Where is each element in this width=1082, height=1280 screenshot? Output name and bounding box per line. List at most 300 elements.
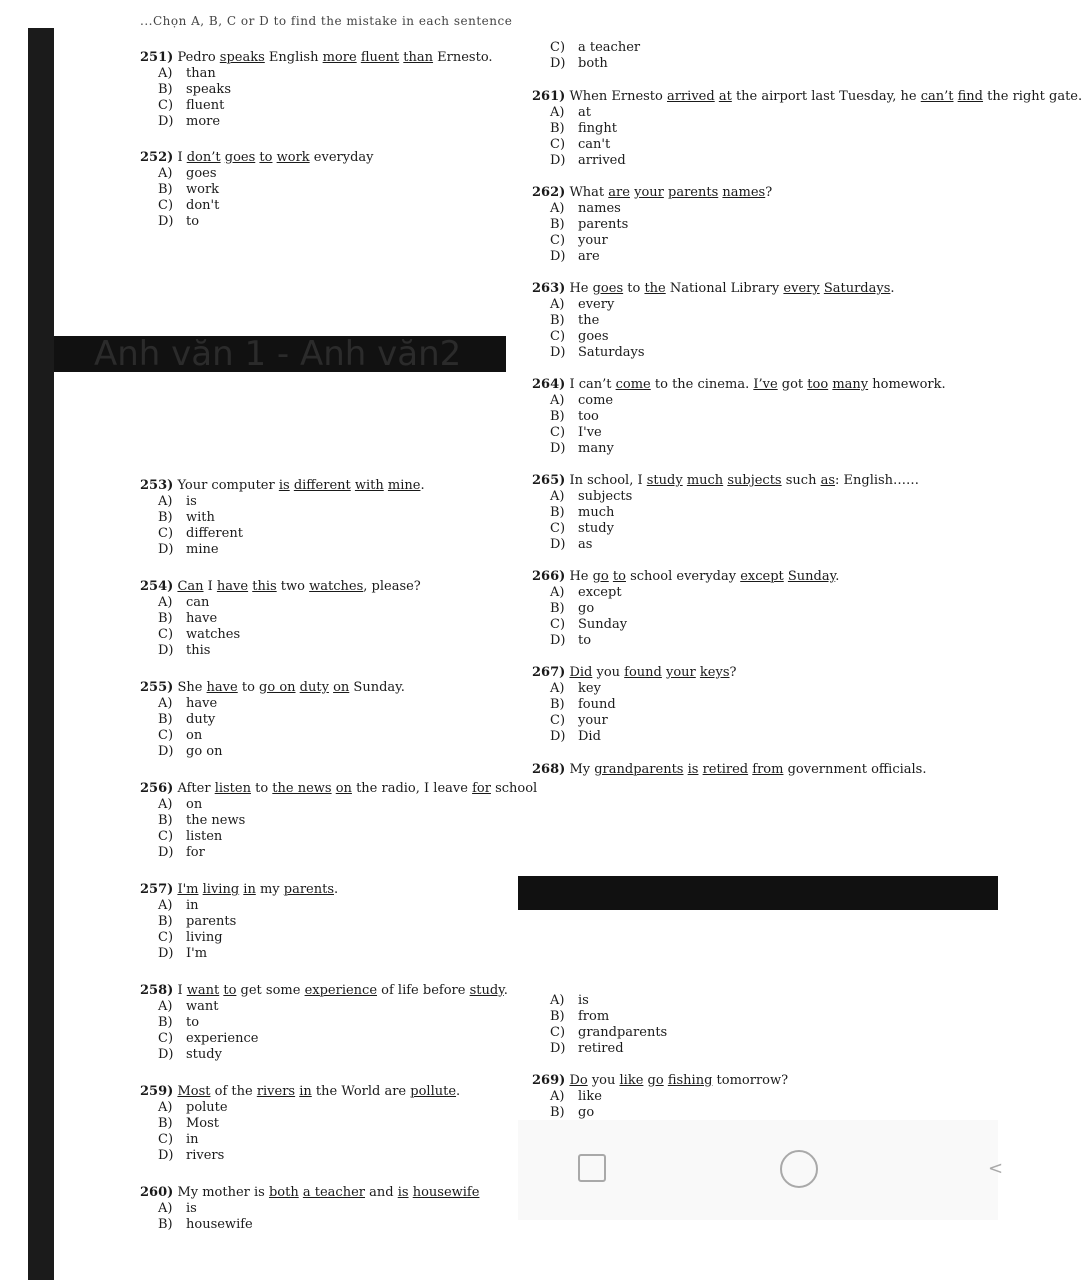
option-list <box>158 797 537 861</box>
option-text: at <box>578 105 591 120</box>
stem-text: Ernesto. <box>433 50 493 65</box>
answer-option <box>550 601 839 617</box>
answer-option <box>158 1132 460 1148</box>
option-letter: B) <box>158 1116 173 1131</box>
option-text: experience <box>186 1031 259 1046</box>
option-letter: A) <box>158 696 173 711</box>
option-text: go <box>578 601 595 616</box>
option-letter: A) <box>550 489 565 504</box>
answer-option <box>158 999 508 1015</box>
left-dark-edge <box>28 28 54 1280</box>
home-icon[interactable] <box>780 1150 818 1188</box>
stem-text: He <box>569 569 593 584</box>
stem-text: ? <box>729 665 737 680</box>
option-letter: A) <box>550 105 565 120</box>
answer-option <box>158 829 537 845</box>
answer-option <box>550 217 772 233</box>
answer-option <box>550 409 946 425</box>
answer-option <box>158 98 493 114</box>
option-letter: C) <box>550 40 566 55</box>
option-letter: D) <box>158 946 174 961</box>
stem-text: get some <box>236 983 305 998</box>
question-stem <box>140 150 374 166</box>
option-list <box>158 1100 460 1164</box>
answer-option <box>550 1009 667 1025</box>
option-letter: A) <box>550 393 565 408</box>
underlined-word: study <box>646 473 683 488</box>
stem-text: tomorrow? <box>712 1073 789 1088</box>
option-text: different <box>186 526 243 541</box>
overlay-text: Anh văn 1 - Anh văn2 <box>94 334 462 374</box>
stem-text: Your computer <box>177 478 279 493</box>
question-number: 254) <box>140 579 174 594</box>
question-number: 255) <box>140 680 174 695</box>
option-text: come <box>578 393 614 408</box>
answer-option <box>550 393 946 409</box>
stem-text: school everyday <box>625 569 741 584</box>
option-text: have <box>186 611 218 626</box>
stem-text: and <box>365 1185 398 1200</box>
underlined-word: except <box>740 569 784 584</box>
option-text: study <box>578 521 614 536</box>
option-text: fluent <box>186 98 225 113</box>
question-item <box>532 1073 788 1121</box>
underlined-word: with <box>354 478 384 493</box>
option-letter: C) <box>158 526 174 541</box>
stem-text: . <box>334 882 339 897</box>
underlined-word: found <box>624 665 662 680</box>
option-list <box>550 585 839 649</box>
underlined-word: on <box>333 680 350 695</box>
option-letter: C) <box>158 728 174 743</box>
option-text: key <box>578 681 601 696</box>
underlined-word: find <box>957 89 984 104</box>
answer-option <box>158 595 421 611</box>
question-stem <box>140 882 338 898</box>
option-letter: B) <box>550 1009 565 1024</box>
option-text: more <box>186 114 221 129</box>
underlined-word: too <box>807 377 829 392</box>
underlined-word: is <box>687 762 699 777</box>
underlined-word: fishing <box>667 1073 713 1088</box>
option-text: on <box>186 797 203 812</box>
underlined-word: grandparents <box>594 762 684 777</box>
answer-option <box>550 425 946 441</box>
option-letter: A) <box>158 898 173 913</box>
question-number: 269) <box>532 1073 566 1088</box>
underlined-word: at <box>718 89 732 104</box>
question-number: 262) <box>532 185 566 200</box>
option-letter: B) <box>550 1105 565 1120</box>
underlined-word: to <box>612 569 626 584</box>
question-number: 258) <box>140 983 174 998</box>
answer-option <box>158 1100 460 1116</box>
answer-option <box>158 696 405 712</box>
question-number: 263) <box>532 281 566 296</box>
answer-option <box>550 537 919 553</box>
stem-text: the airport last Tuesday, he <box>731 89 921 104</box>
question-number: 257) <box>140 882 174 897</box>
underlined-word: have <box>216 579 249 594</box>
option-text: speaks <box>186 82 231 97</box>
underlined-word: Can <box>177 579 204 594</box>
question-item <box>532 473 919 553</box>
stem-text: the radio, I leave <box>351 781 473 796</box>
underlined-word: more <box>322 50 357 65</box>
option-letter: C) <box>158 1132 174 1147</box>
option-text: have <box>186 696 218 711</box>
option-letter: D) <box>158 114 174 129</box>
answer-option <box>158 182 374 198</box>
option-letter: C) <box>550 521 566 536</box>
question-number: 267) <box>532 665 566 680</box>
underlined-word: Most <box>177 1084 211 1099</box>
stem-text: government officials. <box>783 762 927 777</box>
underlined-word: go on <box>259 680 296 695</box>
stem-text: Pedro <box>177 50 220 65</box>
option-letter: D) <box>550 345 566 360</box>
answer-option <box>550 993 667 1009</box>
underlined-word: I’ve <box>753 377 778 392</box>
question-item <box>532 40 640 72</box>
stem-text: school <box>490 781 538 796</box>
answer-option <box>158 526 425 542</box>
question-stem <box>532 185 772 201</box>
option-text: grandparents <box>578 1025 668 1040</box>
option-letter: C) <box>550 1025 566 1040</box>
option-text: study <box>186 1047 222 1062</box>
option-text: found <box>578 697 616 712</box>
option-text: the <box>578 313 600 328</box>
option-text: subjects <box>578 489 633 504</box>
underlined-word: rivers <box>256 1084 296 1099</box>
option-list <box>158 66 493 130</box>
stem-text: of the <box>210 1084 257 1099</box>
option-text: except <box>578 585 622 600</box>
option-letter: B) <box>550 697 565 712</box>
underlined-word: from <box>752 762 784 777</box>
question-item <box>140 1084 460 1164</box>
option-text: your <box>578 713 608 728</box>
question-item <box>532 185 772 265</box>
option-text: can't <box>578 137 611 152</box>
option-letter: D) <box>158 214 174 229</box>
option-letter: B) <box>550 505 565 520</box>
underlined-word: is <box>278 478 290 493</box>
underlined-word: to <box>223 983 237 998</box>
option-letter: D) <box>550 729 566 744</box>
option-list <box>158 595 421 659</box>
underlined-word: Do <box>569 1073 588 1088</box>
option-list <box>158 166 374 230</box>
underlined-word: your <box>634 185 664 200</box>
option-letter: B) <box>158 1015 173 1030</box>
underlined-word: this <box>252 579 277 594</box>
answer-option <box>158 166 374 182</box>
question-item <box>140 478 425 558</box>
header-fragment: ...Chọn A, B, C or D to find the mistake in each sentence <box>140 14 513 28</box>
underlined-word: Saturdays <box>823 281 891 296</box>
option-list <box>550 40 640 72</box>
option-list <box>158 1201 479 1233</box>
recent-apps-icon[interactable] <box>578 1154 606 1182</box>
option-letter: C) <box>158 930 174 945</box>
underlined-word: can’t <box>920 89 954 104</box>
option-text: this <box>186 643 211 658</box>
option-letter: D) <box>550 537 566 552</box>
option-text: don't <box>186 198 220 213</box>
stem-text: . <box>420 478 425 493</box>
underlined-word: I'm <box>177 882 199 897</box>
underlined-word: as <box>820 473 835 488</box>
question-item <box>140 579 421 659</box>
option-text: is <box>186 1201 197 1216</box>
option-text: Saturdays <box>578 345 645 360</box>
answer-option <box>550 505 919 521</box>
answer-option <box>550 1025 667 1041</box>
option-text: duty <box>186 712 216 727</box>
option-text: housewife <box>186 1217 253 1232</box>
stem-text: . <box>503 983 508 998</box>
redaction-bar-right <box>518 876 998 910</box>
option-text: are <box>578 249 600 264</box>
option-letter: B) <box>158 82 173 97</box>
option-letter: B) <box>158 510 173 525</box>
option-text: to <box>186 1015 200 1030</box>
answer-option <box>550 489 919 505</box>
option-letter: A) <box>550 297 565 312</box>
stem-text: , please? <box>363 579 421 594</box>
question-number: 259) <box>140 1084 174 1099</box>
stem-text: When Ernesto <box>569 89 667 104</box>
answer-option <box>158 1201 479 1217</box>
underlined-word: mine <box>387 478 421 493</box>
underlined-word: living <box>202 882 240 897</box>
question-stem <box>140 680 405 696</box>
underlined-word: every <box>783 281 820 296</box>
answer-option <box>550 56 640 72</box>
option-text: for <box>186 845 205 860</box>
stem-text: such <box>781 473 821 488</box>
option-text: much <box>578 505 615 520</box>
question-item <box>532 377 946 457</box>
underlined-word: names <box>722 185 766 200</box>
answer-option <box>158 712 405 728</box>
option-text: your <box>578 233 608 248</box>
stem-text: to <box>237 680 260 695</box>
underlined-word: fluent <box>360 50 400 65</box>
option-text: parents <box>578 217 629 232</box>
option-letter: B) <box>550 313 565 328</box>
option-letter: B) <box>550 601 565 616</box>
question-number: 261) <box>532 89 566 104</box>
question-item <box>140 983 508 1063</box>
underlined-word: pollute <box>410 1084 457 1099</box>
option-text: listen <box>186 829 223 844</box>
option-letter: C) <box>550 617 566 632</box>
answer-option <box>158 114 493 130</box>
option-list <box>550 681 737 745</box>
option-list <box>550 993 667 1057</box>
option-letter: A) <box>550 993 565 1008</box>
underlined-word: a teacher <box>302 1185 365 1200</box>
option-text: work <box>186 182 220 197</box>
answer-option <box>158 643 421 659</box>
answer-option <box>158 1047 508 1063</box>
answer-option <box>550 329 895 345</box>
underlined-word: listen <box>214 781 251 796</box>
option-text: rivers <box>186 1148 225 1163</box>
question-number: 253) <box>140 478 174 493</box>
option-letter: B) <box>550 121 565 136</box>
question-stem <box>532 281 895 297</box>
option-letter: C) <box>158 198 174 213</box>
question-item <box>140 50 493 130</box>
question-item <box>140 680 405 760</box>
answer-option <box>550 585 839 601</box>
underlined-word: on <box>335 781 352 796</box>
question-stem <box>532 473 919 489</box>
option-letter: B) <box>158 611 173 626</box>
option-text: with <box>186 510 215 525</box>
underlined-word: in <box>243 882 256 897</box>
answer-option <box>550 441 946 457</box>
question-stem <box>532 665 737 681</box>
answer-option <box>158 1015 508 1031</box>
option-letter: A) <box>158 166 173 181</box>
stem-text: two <box>276 579 310 594</box>
answer-option <box>550 153 1082 169</box>
underlined-word: goes <box>224 150 256 165</box>
option-letter: A) <box>158 1201 173 1216</box>
option-text: living <box>186 930 223 945</box>
answer-option <box>158 1148 460 1164</box>
stem-text: homework. <box>868 377 946 392</box>
option-list <box>158 696 405 760</box>
answer-option <box>550 633 839 649</box>
option-letter: D) <box>550 153 566 168</box>
answer-option <box>550 249 772 265</box>
option-list <box>158 999 508 1063</box>
stem-text: I <box>203 579 217 594</box>
option-text: parents <box>186 914 237 929</box>
stem-text: to <box>623 281 645 296</box>
option-letter: B) <box>158 813 173 828</box>
answer-option <box>158 198 374 214</box>
underlined-word: Did <box>569 665 593 680</box>
option-text: goes <box>186 166 217 181</box>
answer-option <box>158 510 425 526</box>
underlined-word: want <box>186 983 220 998</box>
underlined-word: study <box>469 983 504 998</box>
stem-text: . <box>456 1084 461 1099</box>
option-letter: B) <box>158 712 173 727</box>
underlined-word: go <box>592 569 609 584</box>
option-text: to <box>578 633 592 648</box>
stem-text: got <box>777 377 808 392</box>
stem-text: you <box>587 1073 620 1088</box>
answer-option <box>158 797 537 813</box>
stem-text: my <box>255 882 284 897</box>
answer-option <box>550 521 919 537</box>
option-letter: D) <box>550 633 566 648</box>
option-text: I'm <box>186 946 208 961</box>
underlined-word: much <box>686 473 724 488</box>
stem-text: to the cinema. <box>650 377 754 392</box>
option-letter: D) <box>550 1041 566 1056</box>
question-number: 251) <box>140 50 174 65</box>
option-list <box>550 201 772 265</box>
underlined-word: like <box>619 1073 644 1088</box>
underlined-word: the <box>644 281 666 296</box>
underlined-word: watches <box>309 579 364 594</box>
option-text: too <box>578 409 599 424</box>
underlined-word: different <box>293 478 351 493</box>
stem-text: What <box>569 185 609 200</box>
stem-text: to <box>250 781 273 796</box>
option-text: I've <box>578 425 602 440</box>
answer-option <box>158 214 374 230</box>
option-letter: D) <box>550 56 566 71</box>
question-item <box>532 665 737 745</box>
option-letter: C) <box>550 329 566 344</box>
answer-option <box>158 611 421 627</box>
question-number: 268) <box>532 762 566 777</box>
option-letter: B) <box>158 1217 173 1232</box>
answer-option <box>550 137 1082 153</box>
option-letter: C) <box>550 713 566 728</box>
answer-option <box>158 845 537 861</box>
question-stem <box>140 1084 460 1100</box>
underlined-word: go <box>647 1073 664 1088</box>
option-text: many <box>578 441 614 456</box>
stem-text: ? <box>765 185 773 200</box>
answer-option <box>550 713 737 729</box>
question-number: 266) <box>532 569 566 584</box>
option-letter: B) <box>550 409 565 424</box>
option-list <box>550 1089 788 1121</box>
option-text: to <box>186 214 200 229</box>
option-letter: D) <box>550 441 566 456</box>
back-icon[interactable]: < <box>988 1158 1004 1179</box>
answer-option <box>158 946 338 962</box>
underlined-word: keys <box>699 665 730 680</box>
option-letter: D) <box>550 249 566 264</box>
option-text: in <box>186 1132 199 1147</box>
question-stem <box>140 1185 479 1201</box>
answer-option <box>550 617 839 633</box>
stem-text: I can’t <box>569 377 616 392</box>
answer-option <box>158 1217 479 1233</box>
option-list <box>550 105 1082 169</box>
question-number: 256) <box>140 781 174 796</box>
answer-option <box>550 297 895 313</box>
option-letter: C) <box>158 627 174 642</box>
answer-option <box>550 697 737 713</box>
option-list <box>158 494 425 558</box>
underlined-word: have <box>206 680 238 695</box>
option-letter: A) <box>158 797 173 812</box>
option-letter: C) <box>550 233 566 248</box>
underlined-word: arrived <box>667 89 715 104</box>
answer-option <box>550 729 737 745</box>
answer-option <box>158 66 493 82</box>
option-list <box>158 898 338 962</box>
option-text: is <box>578 993 589 1008</box>
underlined-word: experience <box>304 983 378 998</box>
option-letter: C) <box>158 98 174 113</box>
question-stem <box>140 983 508 999</box>
